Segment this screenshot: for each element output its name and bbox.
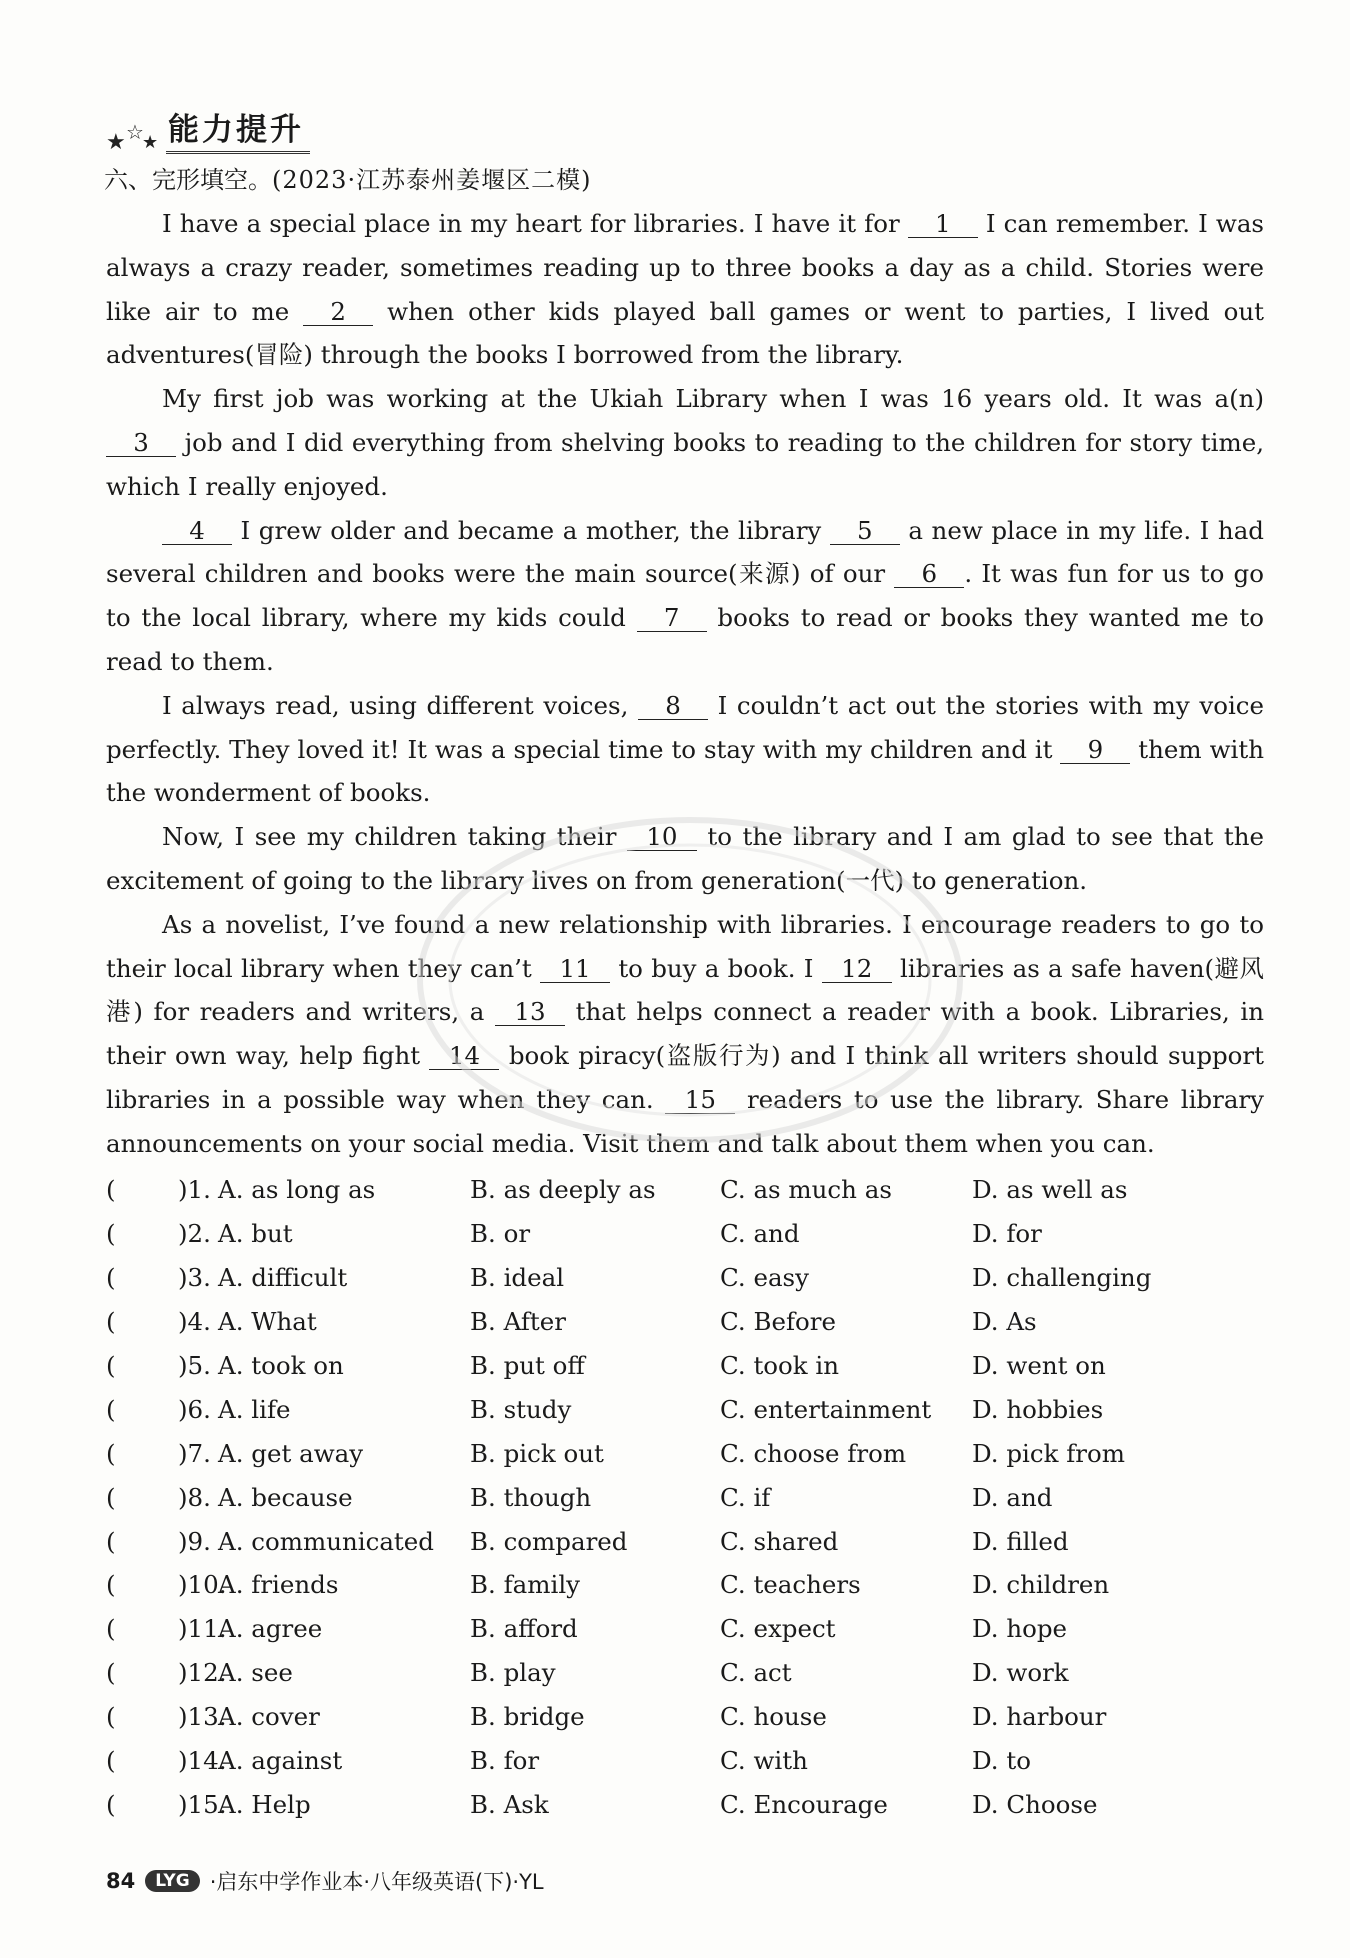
answer-paren[interactable]: ( bbox=[106, 1746, 116, 1776]
cloze-passage bbox=[106, 202, 1264, 1166]
option-b[interactable]: B. put off bbox=[470, 1351, 585, 1380]
option-b[interactable]: B. compared bbox=[470, 1526, 628, 1556]
answer-options bbox=[106, 1168, 1266, 1826]
option-a[interactable]: A. communicated bbox=[218, 1526, 434, 1556]
passage-text: I always read, using different voices, bbox=[162, 690, 639, 720]
option-c[interactable]: C. expect bbox=[720, 1614, 836, 1644]
question-number: )8. bbox=[178, 1482, 211, 1512]
option-b[interactable]: B. ideal bbox=[470, 1263, 565, 1293]
question-number: )13. bbox=[178, 1702, 227, 1732]
option-a[interactable]: A. agree bbox=[218, 1614, 323, 1644]
option-a[interactable]: A. as long as bbox=[218, 1175, 376, 1205]
option-row bbox=[106, 1695, 1266, 1739]
answer-blank[interactable]: 15 bbox=[665, 1087, 735, 1114]
option-a[interactable]: A. What bbox=[218, 1307, 317, 1337]
option-c[interactable]: C. Before bbox=[720, 1307, 836, 1337]
option-b[interactable]: B. After bbox=[470, 1307, 566, 1337]
option-d[interactable]: D. went on bbox=[972, 1351, 1106, 1380]
passage-text: I have a special place in my heart for libraries. I have it for bbox=[162, 209, 908, 238]
answer-paren[interactable]: ( bbox=[106, 1702, 116, 1732]
answer-blank[interactable]: 5 bbox=[830, 518, 900, 545]
option-c[interactable]: C. if bbox=[720, 1482, 771, 1512]
answer-paren[interactable]: ( bbox=[106, 1307, 116, 1337]
option-a[interactable]: A. get away bbox=[218, 1438, 364, 1468]
section-title: 能力提升 bbox=[166, 104, 310, 154]
passage-paragraph bbox=[106, 377, 1264, 508]
option-d[interactable]: D. hobbies bbox=[972, 1394, 1104, 1424]
option-d[interactable]: D. children bbox=[972, 1570, 1110, 1600]
option-b[interactable]: B. as deeply as bbox=[470, 1175, 656, 1205]
option-b[interactable]: B. though bbox=[470, 1482, 592, 1512]
answer-blank[interactable]: 12 bbox=[822, 956, 892, 983]
option-b[interactable]: B. Ask bbox=[470, 1789, 549, 1819]
option-a[interactable]: A. difficult bbox=[218, 1263, 348, 1293]
question-number: )6. bbox=[178, 1394, 211, 1424]
option-row bbox=[106, 1651, 1266, 1695]
option-a[interactable]: A. Help bbox=[218, 1789, 311, 1819]
answer-paren[interactable]: ( bbox=[106, 1526, 116, 1556]
answer-blank[interactable]: 11 bbox=[540, 956, 610, 983]
page-footer bbox=[106, 1866, 544, 1896]
answer-paren[interactable]: ( bbox=[106, 1175, 116, 1205]
option-b[interactable]: B. or bbox=[470, 1219, 531, 1249]
question-number: )5. bbox=[178, 1351, 211, 1380]
option-row bbox=[106, 1300, 1266, 1344]
passage-paragraph bbox=[106, 684, 1264, 815]
question-source: (2023·江苏泰州姜堰区二模) bbox=[272, 166, 592, 194]
option-a[interactable]: A. took on bbox=[218, 1351, 344, 1380]
option-a[interactable]: A. but bbox=[218, 1219, 293, 1249]
option-a[interactable]: A. life bbox=[218, 1394, 291, 1424]
option-b[interactable]: B. afford bbox=[470, 1614, 578, 1644]
option-row bbox=[106, 1782, 1266, 1826]
option-row bbox=[106, 1607, 1266, 1651]
passage-text: book piracy(盗版行为) and I think all writers should support libraries in a possible way when they can. bbox=[106, 1041, 1264, 1114]
option-a[interactable]: A. because bbox=[218, 1482, 353, 1512]
answer-paren[interactable]: ( bbox=[106, 1482, 116, 1512]
option-row bbox=[106, 1739, 1266, 1783]
option-row bbox=[106, 1475, 1266, 1519]
passage-text: As a novelist, I’ve found a new relationship with libraries. I encourage readers to go to their local library when they can’t bbox=[106, 909, 1264, 983]
option-d[interactable]: D. As bbox=[972, 1307, 1037, 1337]
answer-blank[interactable]: 8 bbox=[638, 693, 708, 720]
passage-paragraph bbox=[106, 903, 1264, 1166]
option-d[interactable]: D. as well as bbox=[972, 1175, 1128, 1205]
option-d[interactable]: D. for bbox=[972, 1219, 1042, 1249]
answer-blank[interactable]: 13 bbox=[495, 999, 565, 1026]
option-row bbox=[106, 1212, 1266, 1256]
answer-blank[interactable]: 4 bbox=[162, 518, 232, 545]
answer-paren[interactable]: ( bbox=[106, 1394, 116, 1424]
page-number: 84 bbox=[106, 1869, 136, 1893]
passage-text: them with the wonderment of books. bbox=[106, 734, 1264, 808]
option-a[interactable]: A. see bbox=[218, 1658, 293, 1688]
question-number: )11. bbox=[178, 1614, 227, 1644]
option-row bbox=[106, 1256, 1266, 1300]
option-d[interactable]: D. harbour bbox=[972, 1702, 1107, 1732]
passage-text: books to read or books they wanted me to read to them. bbox=[106, 603, 1264, 676]
option-b[interactable]: B. play bbox=[470, 1658, 556, 1688]
passage-text: I couldn’t act out the stories with my voice perfectly. They loved it! It was a special time to stay with my children and it bbox=[106, 690, 1265, 764]
passage-paragraph bbox=[106, 815, 1264, 903]
option-b[interactable]: B. bridge bbox=[470, 1702, 585, 1732]
question-number: )3. bbox=[178, 1263, 211, 1293]
option-d[interactable]: D. pick from bbox=[972, 1438, 1125, 1468]
answer-blank[interactable]: 10 bbox=[627, 824, 697, 851]
passage-text: to buy a book. I bbox=[610, 953, 822, 983]
option-row bbox=[106, 1519, 1266, 1563]
option-a[interactable]: A. friends bbox=[218, 1570, 339, 1600]
option-c[interactable]: C. as much as bbox=[720, 1175, 892, 1205]
stars-icon: ★ ☆ ★ bbox=[106, 120, 159, 155]
answer-blank[interactable]: 1 bbox=[908, 211, 978, 238]
option-d[interactable]: D. and bbox=[972, 1482, 1053, 1512]
passage-text: . It was fun for us to go to the local library, where my kids could bbox=[106, 559, 1264, 633]
section-header bbox=[104, 108, 310, 154]
passage-text: My first job was working at the Ukiah Library when I was 16 years old. It was a(n) bbox=[162, 384, 1264, 414]
passage-text: I can remember. I was always a crazy reader, sometimes reading up to three books a day as a child. Stories were like air to me bbox=[106, 209, 1265, 326]
option-row bbox=[106, 1563, 1266, 1607]
option-b[interactable]: B. study bbox=[470, 1394, 572, 1424]
option-row bbox=[106, 1431, 1266, 1475]
option-c[interactable]: C. teachers bbox=[720, 1570, 861, 1600]
question-number: )2. bbox=[178, 1219, 211, 1249]
option-c[interactable]: C. entertainment bbox=[720, 1394, 932, 1424]
passage-text: Now, I see my children taking their bbox=[162, 822, 627, 852]
edition-badge: LYG bbox=[145, 1870, 199, 1892]
passage-text: job and I did everything from shelving books to reading to the children for story time, which I really enjoyed. bbox=[106, 427, 1264, 501]
option-a[interactable]: A. against bbox=[218, 1746, 343, 1776]
option-d[interactable]: D. challenging bbox=[972, 1263, 1152, 1293]
passage-text: when other kids played ball games or went to parties, I lived out adventures(冒险) through the books I borrowed from the library. bbox=[106, 296, 1264, 370]
passage-text: libraries as a safe haven(避风港) for readers and writers, a bbox=[106, 953, 1265, 1027]
option-row bbox=[106, 1387, 1266, 1431]
option-d[interactable]: D. hope bbox=[972, 1614, 1068, 1644]
answer-paren[interactable]: ( bbox=[106, 1438, 116, 1468]
question-number: )4. bbox=[178, 1307, 211, 1337]
option-b[interactable]: B. for bbox=[470, 1746, 540, 1776]
passage-text: that helps connect a reader with a book. Libraries, in their own way, help fight bbox=[106, 997, 1264, 1071]
question-number: )10. bbox=[178, 1570, 227, 1600]
answer-paren[interactable]: ( bbox=[106, 1789, 116, 1819]
option-c[interactable]: C. choose from bbox=[720, 1438, 907, 1468]
option-c[interactable]: C. and bbox=[720, 1219, 800, 1249]
option-row bbox=[106, 1344, 1266, 1388]
answer-blank[interactable]: 7 bbox=[637, 605, 707, 632]
option-d[interactable]: D. filled bbox=[972, 1526, 1069, 1556]
answer-blank[interactable]: 9 bbox=[1060, 737, 1130, 764]
question-number: )7. bbox=[178, 1438, 211, 1468]
option-row bbox=[106, 1168, 1266, 1212]
passage-paragraph bbox=[106, 509, 1264, 684]
answer-paren[interactable]: ( bbox=[106, 1219, 116, 1249]
option-b[interactable]: B. pick out bbox=[470, 1438, 604, 1468]
option-b[interactable]: B. family bbox=[470, 1570, 580, 1600]
option-c[interactable]: C. with bbox=[720, 1746, 808, 1776]
option-d[interactable]: D. work bbox=[972, 1658, 1069, 1688]
passage-paragraph bbox=[106, 202, 1264, 377]
answer-paren[interactable]: ( bbox=[106, 1658, 116, 1688]
question-number: )1. bbox=[178, 1175, 211, 1205]
answer-paren[interactable]: ( bbox=[106, 1263, 116, 1293]
question-label: 六、完形填空。 bbox=[104, 166, 272, 194]
option-c[interactable]: C. act bbox=[720, 1658, 792, 1688]
answer-blank[interactable]: 6 bbox=[894, 561, 964, 588]
answer-paren[interactable]: ( bbox=[106, 1351, 116, 1380]
passage-text: readers to use the library. Share library announcements on your social media. Visit them and talk about them when you can. bbox=[106, 1084, 1264, 1158]
option-c[interactable]: C. house bbox=[720, 1702, 827, 1732]
question-number: )14. bbox=[178, 1746, 227, 1776]
option-d[interactable]: D. to bbox=[972, 1746, 1031, 1776]
passage-text: I grew older and became a mother, the library bbox=[232, 515, 830, 545]
passage-text: to the library and I am glad to see that the excitement of going to the library lives on from generation(一代) to generation. bbox=[106, 822, 1264, 895]
answer-blank[interactable]: 2 bbox=[303, 299, 373, 326]
answer-paren[interactable]: ( bbox=[106, 1614, 116, 1644]
answer-blank[interactable]: 14 bbox=[429, 1043, 499, 1070]
passage-text: a new place in my life. I had several children and books were the main source(来源) of our bbox=[106, 515, 1264, 589]
question-number: )12. bbox=[178, 1658, 227, 1688]
question-number: )9. bbox=[178, 1526, 211, 1556]
option-c[interactable]: C. shared bbox=[720, 1526, 839, 1556]
option-c[interactable]: C. Encourage bbox=[720, 1789, 888, 1819]
question-number: )15. bbox=[178, 1789, 227, 1819]
option-d[interactable]: D. Choose bbox=[972, 1789, 1098, 1819]
book-title: ·启东中学作业本·八年级英语(下)·YL bbox=[209, 1870, 544, 1894]
option-a[interactable]: A. cover bbox=[218, 1702, 320, 1732]
answer-blank[interactable]: 3 bbox=[106, 430, 176, 457]
answer-paren[interactable]: ( bbox=[106, 1570, 116, 1600]
option-c[interactable]: C. took in bbox=[720, 1351, 840, 1380]
option-c[interactable]: C. easy bbox=[720, 1263, 809, 1293]
question-title bbox=[104, 160, 591, 195]
